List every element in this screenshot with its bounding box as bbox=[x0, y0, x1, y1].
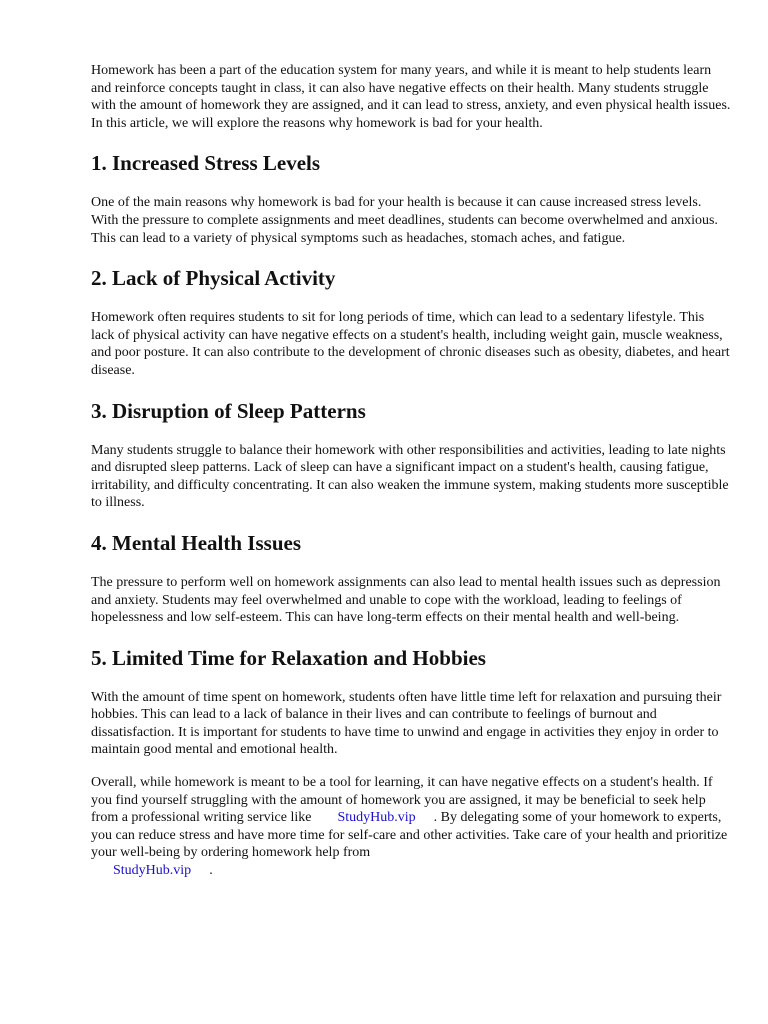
section-body-stress: One of the main reasons why homework is bad for your health is because it can cause increased stress levels. With the pressure to complete assignments and meet deadlines, students can become overwhelmed and anxious. This can lead to a variety of physical symptoms such as headaches, stomach aches, and fatigue. bbox=[91, 195, 718, 246]
section-body-sleep: Many students struggle to balance their homework with other responsibilities and activities, leading to late nights and disrupted sleep patterns. Lack of sleep can have a significant impact on a student's health, causing fatigue, irritability, and difficulty concentrating. It can also weaken the immune system, making students more susceptible to illness. bbox=[91, 442, 729, 511]
studyhub-link-2[interactable]: StudyHub.vip bbox=[113, 863, 192, 879]
studyhub-link-1[interactable]: StudyHub.vip bbox=[337, 810, 416, 826]
section-heading-relaxation: 5. Limited Time for Relaxation and Hobbies bbox=[91, 645, 486, 670]
document-page bbox=[91, 62, 731, 880]
intro-paragraph: Homework has been a part of the education system for many years, and while it is meant to help students learn and reinforce concepts taught in class, it can also have negative effects on their health. Many students struggle with the amount of homework they are assigned, and it can lead to stress, anxiety, and even physical health issues. In this article, we will explore the reasons why homework is bad for your health. bbox=[91, 63, 731, 131]
conclusion-text-1: Overall, while homework is meant to be a tool for learning, it can have negative effects on a student's health. If you find yourself struggling with the amount of homework you are assigned, it may be beneficial to seek help from a professional writing service like bbox=[91, 775, 713, 826]
section-body-mental-health: The pressure to perform well on homework assignments can also lead to mental health issues such as depression and anxiety. Students may feel overwhelmed and unable to cope with the workload, leading to feelings of hopelessness and low self-esteem. This can have long-term effects on their mental health and well-being. bbox=[91, 574, 721, 626]
section-heading-stress: 1. Increased Stress Levels bbox=[91, 151, 321, 176]
conclusion-text-3: . bbox=[209, 863, 213, 879]
section-heading-mental-health: 4. Mental Health Issues bbox=[91, 530, 301, 555]
conclusion-paragraph bbox=[91, 774, 731, 880]
conclusion-text-2: . By delegating some of your homework to experts, you can reduce stress and have more time for self-care and other activities. Take care of your health and prioritize your well-being by ordering homework help from bbox=[91, 810, 728, 861]
section-heading-sleep: 3. Disruption of Sleep Patterns bbox=[91, 398, 366, 423]
section-body-relaxation: With the amount of time spent on homework, students often have little time left for relaxation and pursuing their hobbies. This can lead to a lack of balance in their lives and can contribute to feelings of burnout and dissatisfaction. It is important for students to have time to unwind and engage in activities they enjoy in order to maintain good mental and emotional health. bbox=[91, 689, 722, 758]
section-heading-physical-activity: 2. Lack of Physical Activity bbox=[91, 266, 336, 291]
section-body-physical-activity: Homework often requires students to sit for long periods of time, which can lead to a sedentary lifestyle. This lack of physical activity can have negative effects on a student's health, including weight gain, muscle weakness, and poor posture. It can also contribute to the development of chronic diseases such as obesity, diabetes, and heart disease. bbox=[91, 310, 730, 378]
